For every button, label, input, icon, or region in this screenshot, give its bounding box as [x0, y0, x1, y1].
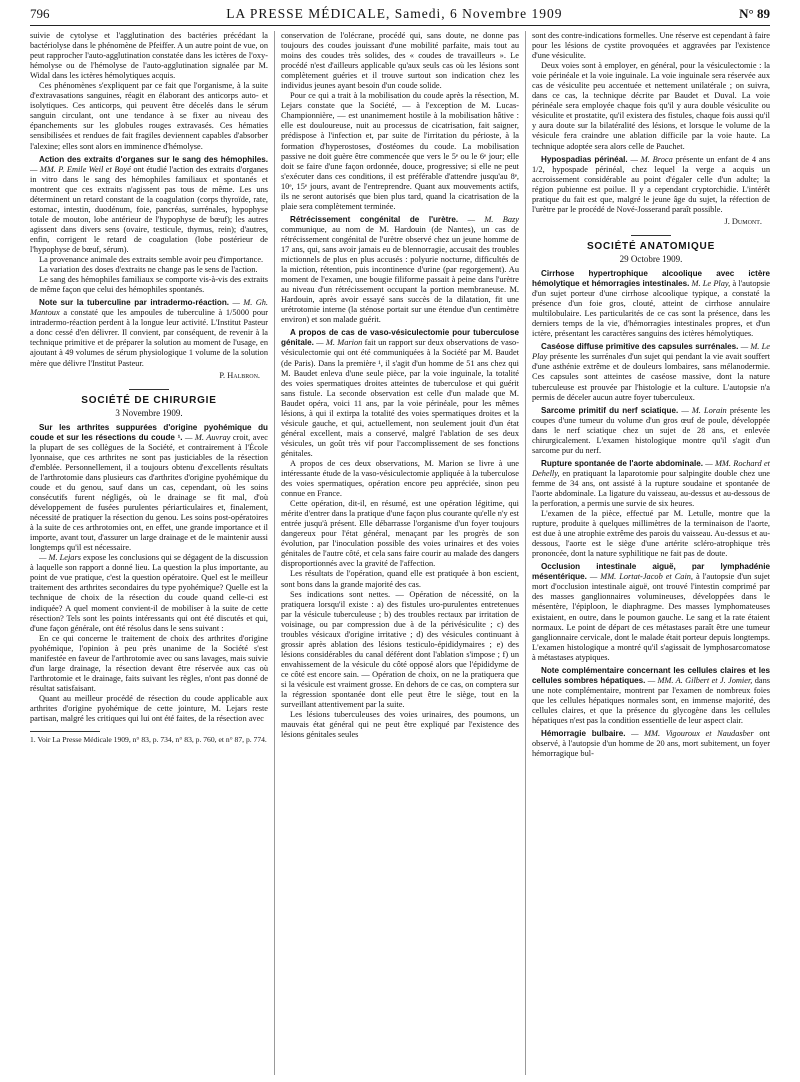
paragraph: La variation des doses d'extraits ne change pas le sens de l'action. — [39, 265, 258, 275]
paragraph: Ces phénomènes s'expliquent par ce fait que l'organisme, à la suite d'extravasations sanguines, réagit en élaborant des anticorps auto- et isolytiques. Ces anticorps, qui peuvent être décelés dans le sérum sanguin circulant, ont une tendance à se fixer au niveau des épanchements sur les globules rouges extravasés. Ces hématies sensibilisées et rendues de fait fragiles deviennent capables d'absorber l'alexine; elles sont alors en imminence d'hémolyse. — [30, 81, 268, 151]
paragraph: sont des contre-indications formelles. Une réserve est cependant à faire pour les lésions de cystite provoquées et aggravées par l'existence d'une vésiculite. — [532, 31, 770, 61]
communication — [532, 562, 770, 662]
communication-title: Note complémentaire concernant les cellules claires et les cellules sombres hépatiques. — [532, 665, 770, 685]
communication-text: fait un rapport sur deux observations de vaso-vésiculectomie qui ont été communiquées à la Société par M. Baudet (de Paris). Dans la première ¹, il s'agit d'un homme de 51 ans chez qui M. Baudet enleva d'une seule pièce, par la voie inguinale, la totalité des voies spermatiques droites atteintes de tuberculose et qui guérit sans fistule. La seconde observation est celle d'un malade que M. Baudet opéra, voici 11 ans, par la voie périnéale, pour les mêmes lésions, à qui il extirpa la totalité des voies spermatiques droites et la vésicule gauche, et qui, actuellement, non seulement jouit d'un état général excellent, mais a conservé, malgré l'ablation de ses deux vésicules, un goût très vif pour l'accomplissement de ses fonctions génitales. — [281, 338, 519, 458]
paragraph: A propos de ces deux observations, M. Marion se livre à une intéressante étude de la vaso-vésiculectomie appliquée à la tuberculose des voies spermatiques, opération encore peu appréciée, sinon peu connue en France. — [281, 458, 519, 499]
communication — [30, 155, 268, 255]
paragraph: Les lésions tuberculeuses des voies urinaires, des poumons, un mauvais état général qui ne peut être expliqué par l'existence des lésions génitales seules — [281, 710, 519, 740]
signature: P. Halbron. — [219, 370, 260, 380]
communication-text: dans une note complémentaire, montrent par l'examen de nombreux foies que les cellules hépatiques normales sont, en immense majorité, des cellules claires, et que la présence du glycogène dans les cellules hépatiques n'est pas la condition essentielle de leur aspect clair. — [532, 675, 770, 725]
communication-title: Hémorragie bulbaire. — [541, 729, 626, 739]
communication-title: Caséose diffuse primitive des capsules surrénales. — [541, 342, 739, 352]
paragraph: Cette opération, dit-il, en résumé, est une opération légitime, qui mérite d'entrer dans la pratique d'une façon plus courante qu'elle n'y est entrée jusqu'à présent. Elle débarrasse l'organisme d'un foyer toujours dangereux pour l'état général, menaçant par les progrès de son évolution, par l'inoculation possible des voies urinaires et des voies génitales de l'autre côté, et cela sans faire courir au malade des dangers disproportionnés avec la gravité de l'affection. — [281, 499, 519, 569]
communication-authors: — M. Bazy — [467, 214, 519, 224]
communication-text: présente les coupes d'une tumeur du volume d'un gros œuf de poule, développée dans le nerf sciatique chez un sujet de 28 ans, et enlevée chirurgicalement. L'examen histologique montre qu'il s'agit d'un sarcome pur du nerf. — [532, 405, 770, 455]
column-3 — [532, 31, 770, 1075]
communication-authors: — MM. Vigouroux et Naudasber — [631, 729, 754, 739]
communication-title: Sur les arthrites suppurées d'origine pyohémique du coude et sur les résections du coude ¹. — [30, 422, 268, 442]
communication-authors: — MM. P. Emile Weil et Boyé — [30, 164, 131, 174]
paragraph: En ce qui concerne le traitement de choix des arthrites d'origine pyohémique, l'opinion à peu près unanime de la Société s'est manifestée en faveur de l'arthrotomie avec ou sans lavages, mais suivie d'un large drainage, la résection devant être réservée aux cas où l'arthrotomie et le drainage, faits suivant les règles, n'ont pas donné de résultat satisfaisant. — [30, 633, 268, 693]
column-2 — [281, 31, 519, 1075]
society-heading: SOCIÉTÉ ANATOMIQUE — [532, 235, 770, 252]
paragraph: Pour ce qui a trait à la mobilisation du coude après la résection, M. Lejars constate que la Société, — à l'exception de M. Lucas-Championnière, — est unanimement hostile à la mobilisation hâtive : elle est douloureuse, nuit au processus de cicatrisation, fait saigner, prédispose à l'infection et, par suite de l'irritation du périoste, à la formation d'hyperostoses, d'ostéomes du coude. La mobilisation passive ne doit guère être commencée que vers le 5ᵉ ou le 6ᵉ jour; elle doit se faire d'une façon ordonnée, douce, progressive; si elle ne peut s'exécuter dans ces conditions, il est préférable d'attendre jusqu'au 8ᵉ, 10ᵉ, 15ᵉ jours, avant de l'entreprendre. Quant aux mouvements actifs, ils ne seront autorisés que bien plus tard, quand la cicatrisation de la plaie sera complètement terminée. — [281, 91, 519, 211]
paragraph: — M. Lejars expose les conclusions qui se dégagent de la discussion à laquelle son rapport a donné lieu. La question la plus importante, au point de vue pratique, c'est la question opératoire. Quel est le meilleur traitement des arthrites secondaires du type pyohémique? Quelle est la technique de choix de la résection du coude quand celle-ci est indiquée? A quel moment convient-il de mobiliser à la suite de cette résection? Tels sont les points intéressants qui ont été discutés et qui, d'une façon générale, ont été résolus dans le sens suivant : — [30, 553, 268, 633]
signature: J. Dumont. — [724, 216, 762, 226]
communication-title: Occlusion intestinale aiguë, par lymphadénie mésentérique. — [532, 562, 770, 582]
communication-authors: — M. Marion — [316, 338, 363, 348]
issue-number: N° 89 — [739, 6, 770, 21]
session-date: 29 Octobre 1909. — [619, 253, 683, 264]
communication-title: Cirrhose hypertrophique alcoolique avec ictère hémolytique et hémorragies intestinales. — [532, 268, 770, 289]
paragraph: Ses indications sont nettes. — Opération de nécessité, on la pratiquera lorsqu'il existe : a) des fistules uro-purulentes entretenues par la vésicule tuberculeuse ; b) des troubles rectaux par irritation de voisinage, ou par compression due à de la périvésiculite ; c) des troubles vésicaux d'origine irritative ; d) des vésicules continuant à grossir après ablation des lésions testiculo-épididymaires ; e) des lésions considérables du canal déférent dont l'ablation s'impose ; f) un envahissement de la vésicule du côté opposé alors que l'épididyme de ce côté est encore sain. — Opération de choix, on ne la pratiquera que si la vésicule est vraiment grosse. En dehors de ce cas, on comptera sur la régression spontanée dont elle peut être le siège, tout en la surveillant attentivement par la suite. — [281, 589, 519, 710]
communication-text: à l'autopsie d'un sujet porteur d'une cirrhose alcoolique typique, a constaté la présence d'un foie gros, clouté, atteint de cirrhose annulaire multilobulaire. Les particularités de ce cas sont la présence, dans les derniers temps de la vie, d'hémorragies intestinales propres, et d'un ictère, présentant les caractères sanguins des ictères hémolytiques. — [532, 279, 770, 339]
communication-title: Hypospadias périnéal. — [541, 154, 628, 164]
paragraph: Quant au meilleur procédé de résection du coude applicable aux arthrites d'origine pyohémique de cette jointure, M. Lejars reste partisan, malgré les critiques qui lui ont été faites, de la résection avec — [30, 693, 268, 724]
communication-authors: — MM. Lortat-Jacob et Cain, — [589, 572, 694, 582]
footnote-rule — [30, 731, 100, 732]
page-header — [30, 6, 770, 24]
communication-text: ont observé, à l'autopsie d'un homme de 20 ans, mort subitement, un foyer hémorragique bul- — [532, 729, 770, 759]
paragraph: suivie de cytolyse et l'agglutination des bactéries précédant la bactériolyse dans le phénomène de Pfeiffer. A un autre point de vue, on peut rapprocher l'auto-agglutination constatée dans les ictères de l'oxy-hémolyse ou de l'hémolyse de l'auto-agglutination signalée par M. Widal dans les ictères hémolytiques acquis. — [30, 31, 268, 81]
communication-text: présente les surrénales d'un sujet qui pendant la vie avait souffert d'une asthénie extrême et de douleurs lombaires, sans mélanodermie. Ces capsules sont atteintes de caséose massive, dont la nature tuberculeuse est prouvée par l'histologie et la culture. L'autopsie n'a permis de déceler aucun autre foyer tuberculeux. — [532, 352, 770, 402]
communication — [532, 269, 770, 339]
communication-text: communique, au nom de M. Hardouin (de Nantes), un cas de rétrécissement congénital de l'urètre observé chez un jeune homme de 17 ans, qui, sans avoir jamais eu de blennorragie, accusait des troubles mictionnels de plus en plus accusés : polyurie nocturne, difficultés de la miction, rétention, puis incontinence d'urine (par regorgement). Au moment de l'examen, une bougie filiforme passait à peine dans l'urètre au niveau d'un rétrécissement occupant la portion membraneuse. M. Hardouin, après avoir essayé sans succès de la dilatation, fit une urétrotomie interne (la sténose portait sur une étendue d'un centimètre environ) et son malade guérit. — [281, 224, 519, 325]
communication-authors: — M. Auvray — [185, 432, 231, 442]
communication-title: Sarcome primitif du nerf sciatique. — [541, 405, 679, 415]
communication — [532, 729, 770, 759]
paragraph: Deux voies sont à employer, en général, pour la vésiculectomie : la voie périnéale et la voie inguinale. La voie inguinale sera réservée aux cas de vésiculite peu accentuée et nettement unilatérale ; on suivra, dans ce cas, la technique décrite par Baudet et Duval. La voie périnéale sera employée chaque fois qu'il y aura double vésiculite ou vésiculite et prostatite, qu'il existera des fistules, chaque fois aussi qu'il y aura doute sur la bilatéralité des lésions, et lorsque le volume de la vésicule fera craindre une ablation difficile par la voie haute. La technique adoptée sera alors celle de Pauchet. — [532, 61, 770, 151]
communication-text: à l'autopsie d'un sujet mort d'occlusion intestinale aiguë, ont trouvé l'intestin comprimé par des masses ganglionnaires volumineuses, développées dans le mésentère, l'épiploon, le diaphragme. Des masses lymphomateuses existaient, en outre, dans le poumon gauche. Le sang et la rate étaient normaux. Le point de départ de ces métastases paraît être une tumeur ganglionnaire cervicale, dont le malade était porteur depuis longtemps. L'examen histologique a montré qu'il s'agissait de lymphosarcomatose à métastases atypiques. — [532, 572, 770, 662]
footnote: 1. Voir La Presse Médicale 1909, n° 83, p. 734, n° 83, p. 760, et n° 87, p. 774. — [30, 735, 267, 745]
communication — [30, 423, 268, 554]
communication-text: présente un enfant de 4 ans 1/2, hypospade périnéal, chez lequel la verge a acquis un accroissement considérable au point d'égaler celle d'un adulte; la région pubienne est poilue. Il y a cependant cryptorchidie. L'intérêt pratique du fait est que, malgré le jeune âge du sujet, la réfection de l'urètre par le procédé de Nové-Josserand paraît possible. — [532, 154, 770, 214]
communication — [532, 459, 770, 509]
communication — [532, 666, 770, 726]
paragraph: conservation de l'olécrane, procédé qui, sans doute, ne donne pas toujours des coudes jouissant d'une mobilité parfaite, mais tout au moins des coudes très solides, des « coudes de travailleurs ». Le procédé n'est d'ailleurs applicable qu'aux seuls cas où les lésions sont complètement guéries et il trouve surtout son indication chez les individus jeunes ayant besoin d'un coude solide. — [281, 31, 519, 91]
communication-authors: — MM. Rochard et Dehelly, — [532, 458, 770, 478]
session-date: 3 Novembre 1909. — [115, 407, 183, 418]
column-1 — [30, 31, 268, 1075]
communication-text: en pratiquant la laparotomie pour salpingite double chez une femme de 34 ans, ont assisté à la rupture soudaine et spontanée de l'aorte abdominale. La ligature du vaisseau, au-dessus et au-dessous de la perforation, a permis une survie de six heures. — [532, 468, 770, 509]
column-divider — [525, 31, 526, 1075]
communication — [281, 328, 519, 459]
communication-text: ont étudié l'action des extraits d'organes in vitro dans le sang des hémophiles familiaux et spontanés et montrent que ces extraits n'agissent pas tous de même. Les uns déterminent un retard constant de la coagulation (corps thyroïde, rate, estomac, intestin, duodénum, foie, pancréas, surrénales, hypophyse totale de mouton, lobe antérieur de l'hypophyse de bœuf); les autres agissent dans divers sens (ovaire, testicule, thymus, rein); d'autres, enfin, corrigent le retard de coagulation (lobe postérieur de l'hypophyse de bœuf, sérum). — [30, 164, 268, 254]
communication — [532, 342, 770, 402]
communication-authors: — MM. A. Gilbert et J. Jomier, — [647, 675, 753, 685]
communication-title: Rupture spontanée de l'aorte abdominale. — [541, 458, 703, 468]
paragraph: Les résultats de l'opération, quand elle est pratiquée à bon escient, sont bons dans la grande majorité des cas. — [281, 569, 519, 589]
communication-title: Rétrécissement congénital de l'urètre. — [290, 214, 459, 224]
communication-authors: — M. Broca — [630, 154, 673, 164]
communication — [532, 406, 770, 456]
journal-title: LA PRESSE MÉDICALE, Samedi, 6 Novembre 1909 — [226, 6, 563, 21]
communication — [532, 155, 770, 215]
column-divider — [274, 31, 275, 1075]
communication-text: croit, avec la plupart de ses collègues de la Société, et contrairement à l'École lyonnaise, que ces arthrites ne sont pas justiciables de la résection d'emblée. Personnellement, il a toujours obtenu d'excellents résultats de l'arthrotomie dans plusieurs cas d'arthrites d'origine pyohémique du coude et du genou, sauf dans un cas, cependant, où les soins consécutifs furent négligés, où le drainage se fit mal, d'où développement de fusées purulentes périarticulaires et, finalement, nécessité de pratiquer la résection du genou. Les soins post-opératoires à la suite de ces arthrotomies ont, en effet, une grande importance et il importe, avant tout, d'assurer un large drainage et de le maintenir aussi longtemps qu'il est nécessaire. — [30, 432, 268, 553]
communication-text: a constaté que les ampoules de tuberculine à 1/5000 pour intradermo-réaction perdent à la longue leur activité. L'Institut Pasteur a donc cessé d'en délivrer. Il convient, par conséquent, de revenir à la technique primitive et de préparer la solution au moment de l'usage, en ajoutant à 49 volumes de sérum physiologique 1 volume de la solution mère que délivre l'Institut Pasteur. — [30, 308, 268, 368]
paragraph: L'examen de la pièce, effectué par M. Letulle, montre que la rupture, produite à quelques millimètres de la terminaison de l'aorte, est due à une atrophie extrême des parois du vaisseau. Au-dessus et au-dessous, l'aorte est le siège d'une artérite scléro-atrophique très prononcée, dont la nature syphilitique ne fait pas de doute. — [532, 509, 770, 559]
communication-authors: — M. Lorain — [681, 405, 727, 415]
society-heading: SOCIÉTÉ DE CHIRURGIE — [30, 389, 268, 406]
page-number: 796 — [30, 6, 50, 21]
paragraph: Le sang des hémophiles familiaux se comporte vis-à-vis des extraits de même façon que celui des hémophiles spontanés. — [30, 275, 268, 295]
communication-authors: — M. Lejars — [39, 553, 81, 563]
communication-authors: — M. Gh. Mantoux — [30, 298, 268, 318]
paragraph: La provenance animale des extraits semble avoir peu d'importance. — [39, 255, 264, 265]
communication-authors: — M. Le Play — [532, 342, 770, 362]
communication-title: Note sur la tuberculine par intradermo-réaction. — [39, 298, 230, 308]
communication-authors: M. Le Play, — [691, 279, 731, 289]
communication-title: A propos de cas de vaso-vésiculectomie pour tuberculose génitale. — [281, 328, 519, 348]
communication-title: Action des extraits d'organes sur le sang des hémophiles. — [39, 154, 268, 164]
communication — [281, 215, 519, 326]
header-rule — [30, 25, 770, 26]
communication — [30, 298, 268, 368]
